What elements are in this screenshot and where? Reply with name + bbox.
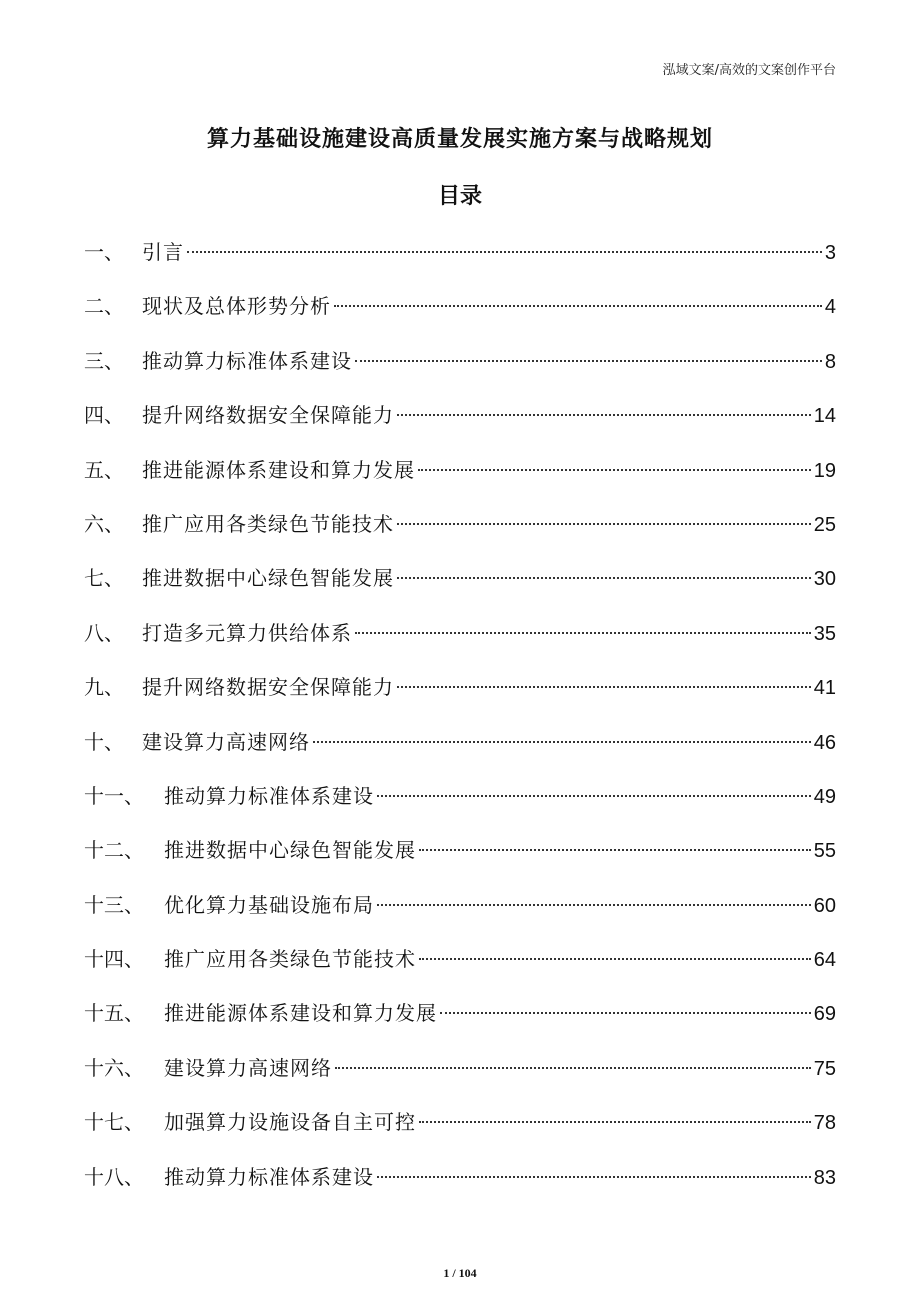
toc-entry[interactable] [84,993,836,1047]
toc-entry-page: 25 [813,513,836,536]
toc-entry-page: 3 [824,242,836,264]
toc-dot-leader [397,686,811,688]
toc-entry-title: 现状及总体形势分析 [142,294,331,319]
toc-dot-leader [419,1121,811,1123]
toc-entry-number: 五、 [84,457,124,482]
table-of-contents [84,232,836,1211]
toc-entry-page: 4 [824,296,836,319]
toc-entry-number: 八、 [84,620,124,645]
toc-dot-leader [335,1067,811,1069]
toc-entry[interactable] [84,1157,836,1211]
toc-entry-number: 十五、 [84,1001,144,1026]
toc-entry[interactable] [84,776,836,830]
toc-entry-title: 引言 [142,240,184,264]
toc-entry-title: 优化算力基础设施布局 [164,892,374,917]
toc-entry-number: 十四、 [84,947,144,972]
toc-dot-leader [355,632,811,634]
toc-entry-title: 推广应用各类绿色节能技术 [164,947,416,972]
toc-entry[interactable] [84,341,836,395]
toc-entry[interactable] [84,286,836,340]
toc-entry[interactable] [84,450,836,504]
toc-entry-number: 六、 [84,511,124,536]
toc-entry-number: 一、 [84,240,124,264]
toc-entry-number: 十一、 [84,783,144,808]
toc-entry-number: 十六、 [84,1055,144,1080]
toc-entry[interactable] [84,830,836,884]
toc-entry-page: 46 [813,731,836,754]
toc-entry[interactable] [84,939,836,993]
toc-entry-number: 十、 [84,729,124,754]
toc-entry[interactable] [84,1048,836,1102]
toc-entry-page: 49 [813,785,836,808]
toc-dot-leader [187,251,822,253]
toc-entry-page: 35 [813,622,836,645]
toc-entry-number: 十八、 [84,1164,144,1189]
toc-entry-number: 十二、 [84,838,144,863]
toc-heading: 目录 [437,184,482,209]
toc-entry[interactable] [84,558,836,612]
toc-dot-leader [419,958,811,960]
toc-entry-title: 打造多元算力供给体系 [142,620,352,645]
toc-entry[interactable] [84,667,836,721]
toc-entry-title: 推进能源体系建设和算力发展 [142,457,415,482]
toc-entry[interactable] [84,1102,836,1156]
toc-entry-title: 推进数据中心绿色智能发展 [142,566,394,591]
toc-entry-title: 提升网络数据安全保障能力 [142,403,394,428]
page-number: 1 / 104 [443,1266,477,1280]
toc-entry-number: 七、 [84,566,124,591]
toc-dot-leader [355,360,822,362]
toc-entry-page: 19 [813,459,836,482]
toc-entry-page: 83 [813,1166,836,1189]
toc-entry-page: 69 [813,1003,836,1026]
toc-entry-title: 建设算力高速网络 [142,729,310,754]
toc-entry-number: 十七、 [84,1110,144,1135]
toc-entry-page: 60 [813,894,836,917]
toc-entry-number: 二、 [84,294,124,319]
toc-entry-title: 加强算力设施设备自主可控 [164,1110,416,1135]
toc-dot-leader [440,1012,811,1014]
toc-entry-title: 建设算力高速网络 [164,1055,332,1080]
toc-entry-title: 提升网络数据安全保障能力 [142,675,394,700]
toc-entry-number: 三、 [84,348,124,373]
toc-entry-page: 64 [813,949,836,972]
toc-dot-leader [419,849,811,851]
toc-entry-page: 30 [813,568,836,591]
toc-entry-number: 十三、 [84,892,144,917]
toc-dot-leader [397,523,811,525]
toc-entry-number: 九、 [84,675,124,700]
toc-entry-page: 14 [813,405,836,428]
toc-entry-title: 推动算力标准体系建设 [164,783,374,808]
toc-entry-page: 8 [824,350,836,373]
toc-entry-page: 41 [813,677,836,700]
toc-entry[interactable] [84,722,836,776]
toc-entry-page: 78 [813,1112,836,1135]
toc-entry-page: 55 [813,840,836,863]
toc-entry-title: 推广应用各类绿色节能技术 [142,511,394,536]
toc-entry-title: 推动算力标准体系建设 [164,1164,374,1189]
toc-entry-title: 推进能源体系建设和算力发展 [164,1001,437,1026]
toc-entry[interactable] [84,885,836,939]
toc-dot-leader [377,1176,811,1178]
toc-entry[interactable] [84,504,836,558]
document-title: 算力基础设施建设高质量发展实施方案与战略规划 [206,127,713,152]
toc-entry-page: 75 [813,1057,836,1080]
toc-dot-leader [377,795,811,797]
toc-entry-title: 推动算力标准体系建设 [142,348,352,373]
toc-dot-leader [397,577,811,579]
toc-entry[interactable] [84,613,836,667]
toc-dot-leader [334,305,822,307]
toc-dot-leader [313,741,811,743]
toc-dot-leader [397,414,811,416]
toc-entry-title: 推进数据中心绿色智能发展 [164,838,416,863]
toc-dot-leader [418,469,811,471]
toc-entry[interactable] [84,395,836,449]
toc-entry-number: 四、 [84,403,124,428]
toc-dot-leader [377,904,811,906]
page-header: 泓域文案/高效的文案创作平台 [662,63,836,78]
toc-entry[interactable] [84,232,836,286]
